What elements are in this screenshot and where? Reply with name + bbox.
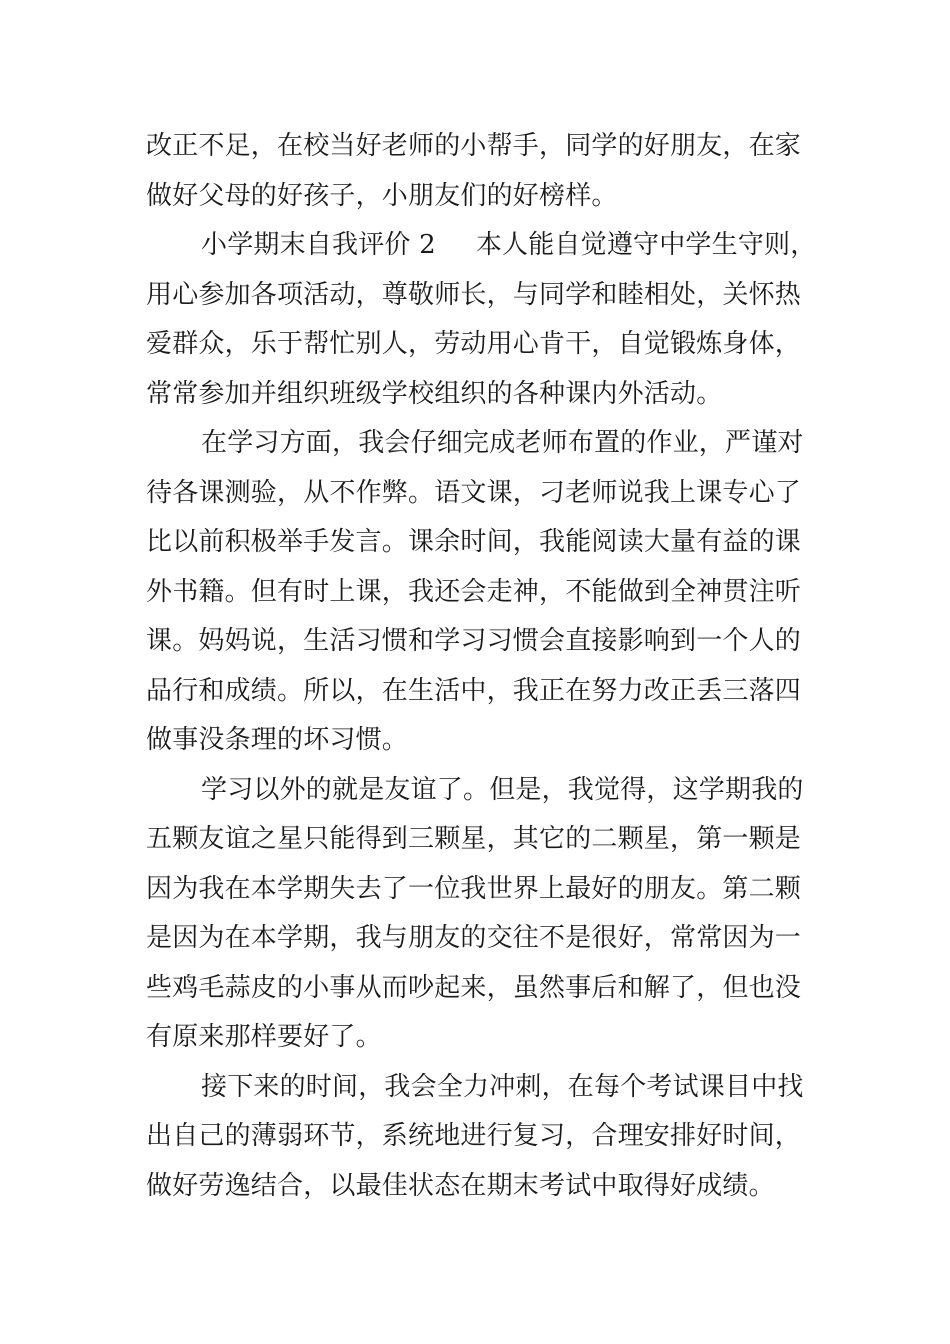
text-line: 用心参加各项活动，尊敬师长，与同学和睦相处，关怀热 [146,279,802,310]
text-line: 课。妈妈说，生活习惯和学习习惯会直接影响到一个人的 [146,626,802,656]
text-line: 外书籍。但有时上课，我还会走神，不能做到全神贯注听 [146,576,802,607]
text-line-content: 本人能自觉遵守中学生守则， [475,230,817,260]
text-line: 五颗友谊之星只能得到三颗星，其它的二颗星，第一颗是 [146,824,802,854]
paragraph-start-line: 学习以外的就是友谊了。但是，我觉得，这学期我的 [201,774,804,805]
paragraph-start-line: 接下来的时间，我会全力冲刺，在每个考试课目中找 [201,1071,804,1102]
text-line: 品行和成绩。所以，在生活中，我正在努力改正丢三落四 [146,675,802,706]
text-line: 是因为在本学期，我与朋友的交往不是很好，常常因为一 [146,923,802,953]
text-line: 做事没条理的坏习惯。 [146,725,409,755]
paragraph-start-line: 在学习方面，我会仔细完成老师布置的作业，严谨对 [201,428,804,458]
text-line: 比以前积极举手发言。课余时间，我能阅读大量有益的课 [146,527,802,557]
text-line: 做好劳逸结合，以最佳状态在期末考试中取得好成绩。 [146,1170,775,1201]
text-line: 有原来那样要好了。 [146,1022,382,1052]
document-body [146,122,817,1211]
text-line: 些鸡毛蒜皮的小事从而吵起来，虽然事后和解了，但也没 [146,972,802,1003]
text-line: 出自己的薄弱环节，系统地进行复习，合理安排好时间， [146,1121,802,1151]
text-line: 改正不足，在校当好老师的小帮手，同学的好朋友，在家 [146,131,802,161]
section-heading: 小学期末自我评价 2 [201,230,436,260]
text-line: 常常参加并组织班级学校组织的各种课内外活动。 [146,378,723,409]
section-heading-line [146,221,817,271]
text-line: 做好父母的好孩子，小朋友们的好榜样。 [146,180,618,211]
text-line: 爱群众，乐于帮忙别人，劳动用心肯干，自觉锻炼身体， [146,329,802,359]
text-line: 待各课测验，从不作弊。语文课，刁老师说我上课专心了 [146,477,802,508]
text-line: 因为我在本学期失去了一位我世界上最好的朋友。第二颗 [146,873,802,904]
